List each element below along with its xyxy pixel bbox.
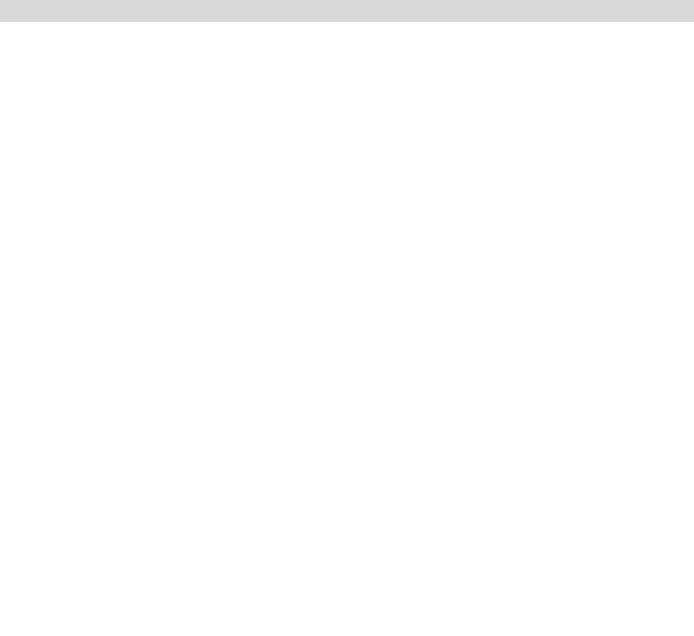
table-header [0,0,694,22]
attributes-table [0,0,694,22]
